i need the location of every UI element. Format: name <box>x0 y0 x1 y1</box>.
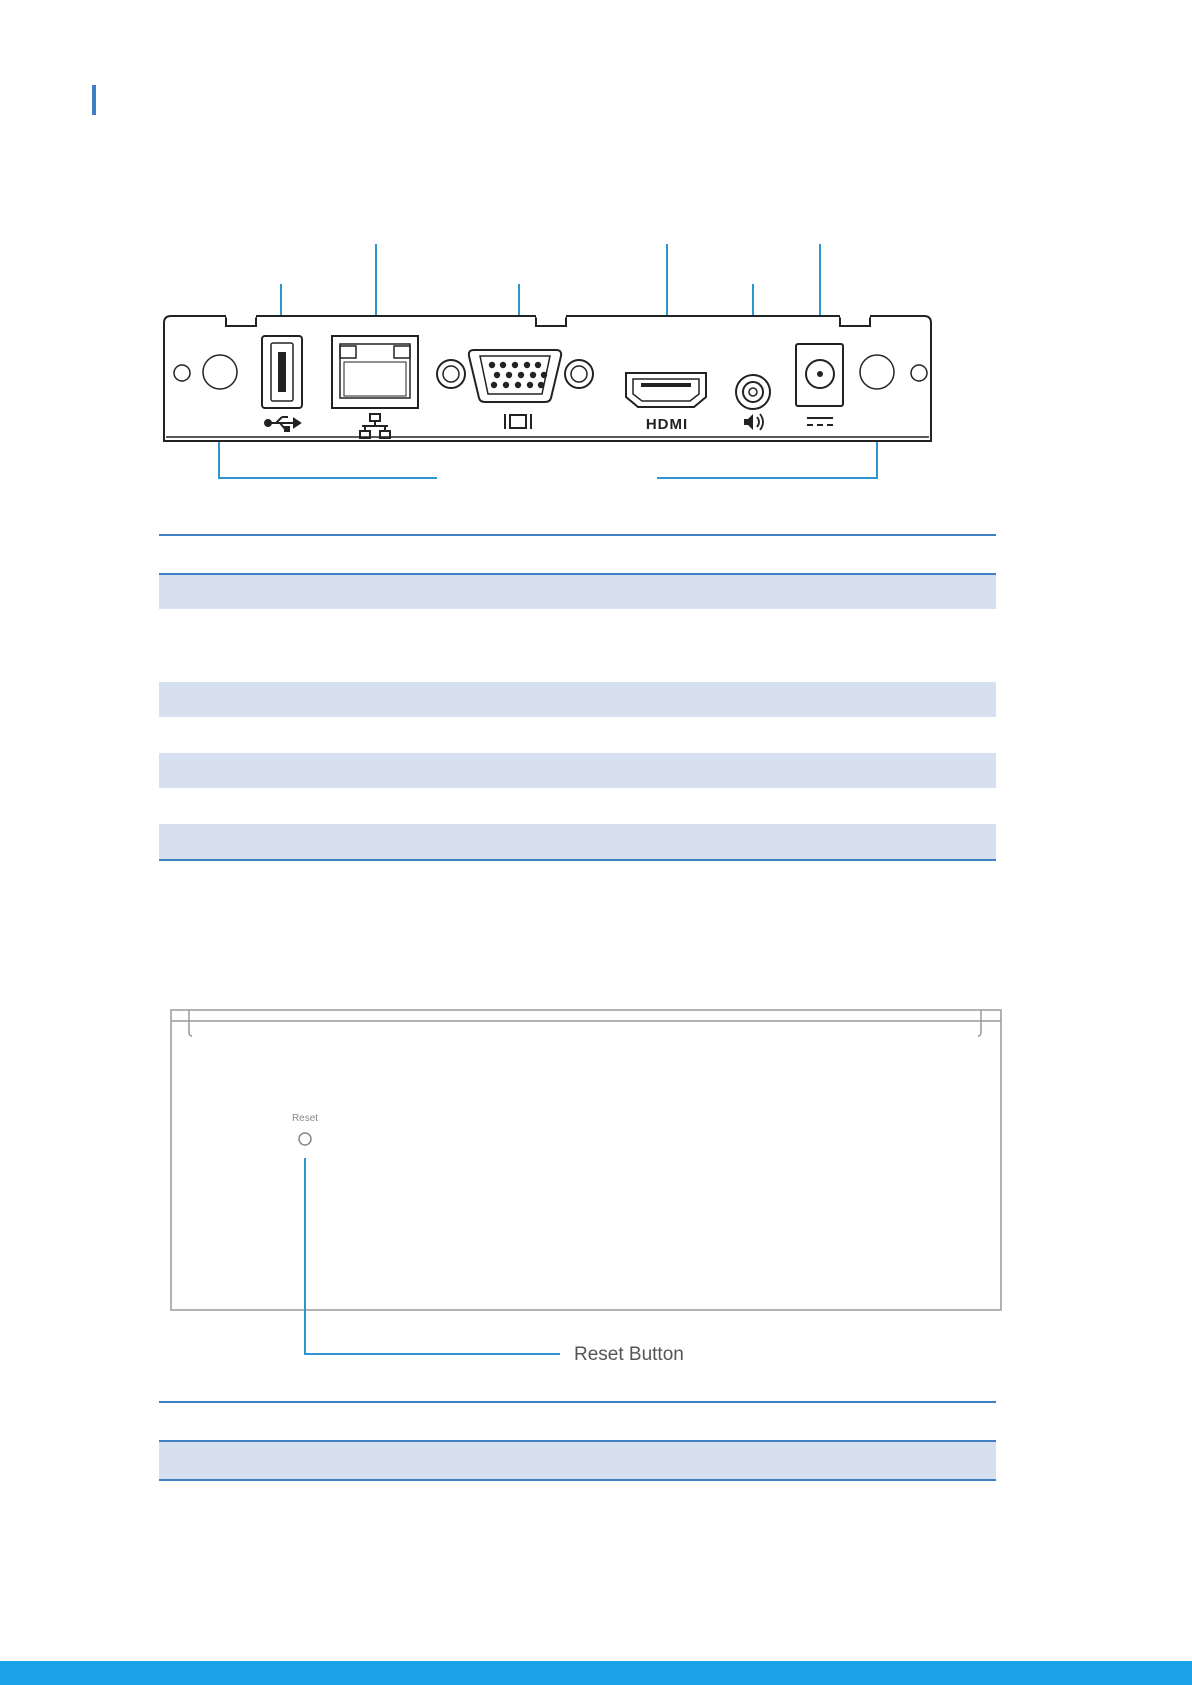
reset-hole <box>299 1133 311 1145</box>
table-row <box>159 824 996 859</box>
reset-table <box>159 1401 996 1481</box>
reset-label: Reset <box>291 1113 319 1124</box>
side-plate <box>171 1010 1001 1310</box>
reset-button-callout: Reset Button <box>574 1344 684 1365</box>
io-panel-diagram <box>0 0 1192 520</box>
table-row <box>159 788 996 824</box>
footer-bar <box>0 1661 1192 1685</box>
reset-panel-diagram <box>0 990 1192 1400</box>
hdmi-logo <box>646 416 688 433</box>
table-header-row <box>159 1403 996 1442</box>
table-row <box>159 717 996 753</box>
table-row <box>159 575 996 609</box>
ports-table <box>159 534 996 861</box>
table-row <box>159 753 996 788</box>
table-row <box>159 1442 996 1479</box>
reset-leader-line <box>305 1158 560 1354</box>
table-row <box>159 682 996 717</box>
svg-text:HDMI: HDMI <box>645 416 689 433</box>
table-header-row <box>159 536 996 575</box>
table-row <box>159 609 996 682</box>
